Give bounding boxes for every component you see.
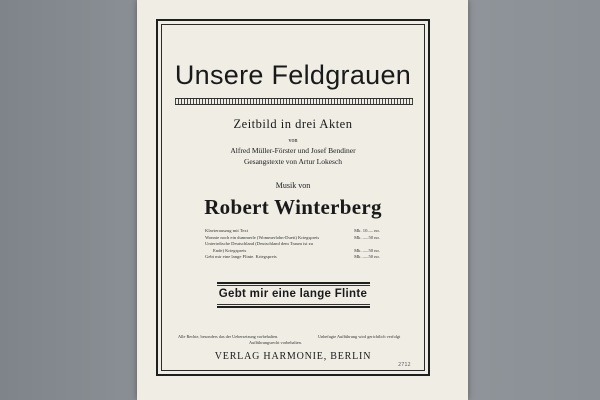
by-label: von [288, 138, 298, 144]
price-value: Mk. 10.— no. [354, 228, 380, 233]
authors-line: Alfred Müller-Förster und Josef Bendiner [230, 146, 356, 155]
price-item: Ende) Kriegspreis [213, 247, 247, 253]
price-value: Mk. —.50 no. [354, 247, 380, 253]
performance-notice: Unbefugte Aufführung wird gerichtlich verfolgt [318, 334, 401, 339]
price-item: Gebt mir eine lange Flinte. Kriegspreis [205, 254, 277, 259]
lyrics-credit: Gesangstexte von Artur Lokesch [243, 157, 343, 166]
composer-name: Robert Winterberg [204, 195, 382, 219]
rights-notice: Alle Rechte, besonders das der Uebersetzung vorbehalten. [178, 334, 279, 339]
price-item: Unterirdische Deutschland (Deutschland dem Traum ist zu [205, 241, 313, 246]
price-item: Wonnie noch ein dummerle (Wommerlohn-Duett) Kriegspreis [205, 234, 320, 240]
publisher-line: VERLAG HARMONIE, BERLIN [214, 351, 372, 362]
cover-subtitle: Zeitbild in drei Akten [233, 117, 353, 131]
music-by-label: Musik von [275, 181, 311, 190]
cover-title: Unsere Feldgrauen [174, 60, 412, 90]
performance-rights-notice: Aufführungsrecht vorbehalten. [249, 340, 302, 345]
price-item: Klavierauszug mit Text [205, 228, 248, 233]
price-list [205, 228, 380, 261]
price-value: Mk. —.50 no. [354, 254, 380, 259]
title-ornament-rule [175, 98, 413, 105]
catalog-stamp: 2712 [398, 362, 411, 368]
song-title: Gebt mir eine lange Flinte [218, 288, 368, 300]
price-value: Mk. —.50 no. [354, 234, 380, 240]
price-row [205, 254, 380, 261]
